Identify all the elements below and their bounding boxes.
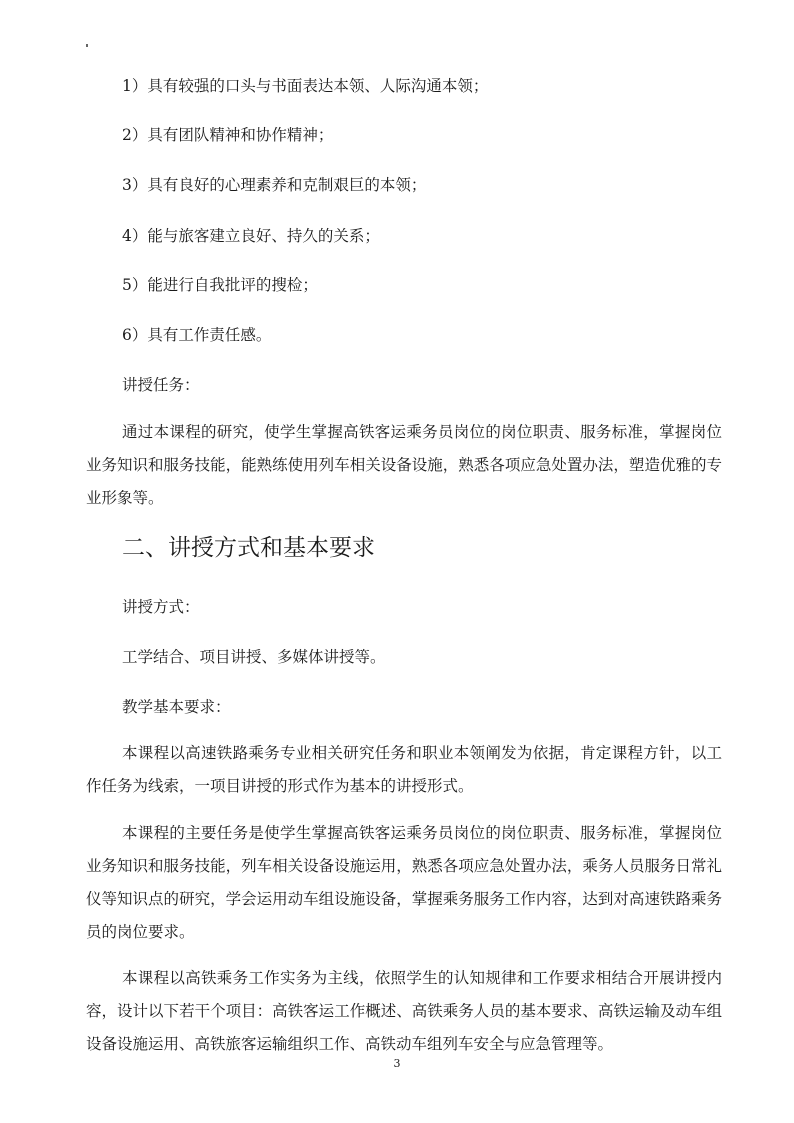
section-heading: 二、讲授方式和基本要求 [122,535,375,561]
list-item: 6）具有工作责任感。 [122,326,272,344]
requirements-label: 教学基本要求： [122,698,231,716]
page-number: 3 [393,1057,401,1070]
teaching-task-paragraph: 通过本课程的研究，使学生掌握高铁客运乘务员岗位的岗位职责、服务标准，掌握岗位业务知识和服务技能，能熟练使用列车相关设备设施，熟悉各项应急处置办法，塑造优雅的专业形象等。 [86,423,722,507]
list-item: 4）能与旅客建立良好、持久的关系； [122,227,380,245]
list-item: 3）具有良好的心理素养和克制艰巨的本领； [122,176,427,194]
method-text: 工学结合、项目讲授、多媒体讲授等。 [122,648,386,666]
requirements-paragraph: 本课程以高速铁路乘务专业相关研究任务和职业本领阐发为依据，肯定课程方针，以工作任务为线索，一项目讲授的形式作为基本的讲授形式。 [86,744,722,795]
requirements-paragraph: 本课程以高铁乘务工作实务为主线，依照学生的认知规律和工作要求相结合开展讲授内容，设计以下若干个项目：高铁客运工作概述、高铁乘务人员的基本要求、高铁运输及动车组设备设施运用、高铁旅客运输组织工作、高铁动车组列车安全与应急管理等。 [86,969,722,1053]
method-label: 讲授方式： [122,598,200,616]
scan-speck [86,44,88,47]
list-item: 1）具有较强的口头与书面表达本领、人际沟通本领； [122,77,489,95]
requirements-paragraph: 本课程的主要任务是使学生掌握高铁客运乘务员岗位的岗位职责、服务标准，掌握岗位业务知识和服务技能，列车相关设备设施运用，熟悉各项应急处置办法，乘务人员服务日常礼仪等知识点的研究，学会运用动车组设施设备，掌握乘务服务工作内容，达到对高速铁路乘务员的岗位要求。 [86,824,722,941]
list-item: 2）具有团队精神和协作精神； [122,126,334,144]
teaching-task-label: 讲授任务： [122,376,200,394]
list-item: 5）能进行自我批评的搜检； [122,276,318,294]
